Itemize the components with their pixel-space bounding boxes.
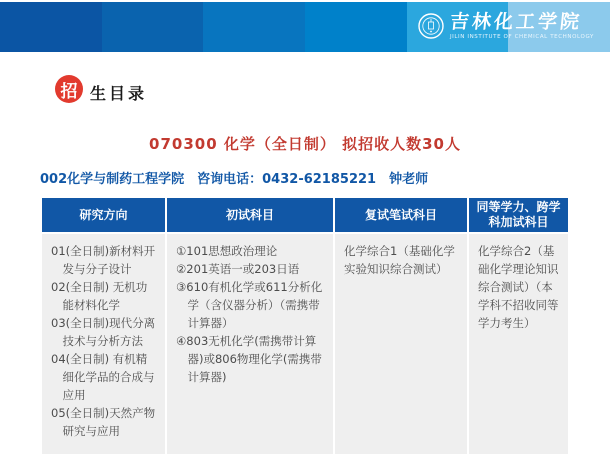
list-item: 02(全日制) 无机功能材料化学 [51, 280, 148, 312]
list-item: 03(全日制)现代分离技术与分析方法 [51, 316, 156, 348]
banner-segment [102, 2, 204, 52]
university-name-block [450, 11, 594, 40]
list-item: 05(全日制)天然产物研究与应用 [51, 406, 156, 438]
university-seal-icon [418, 13, 444, 39]
list-item: ③610有机化学或611分析化学（含仪器分析）（需携带计算器） [176, 280, 323, 330]
list-item: ①101思想政治理论 [176, 244, 278, 258]
cell-initial-subjects [167, 234, 333, 454]
university-logo [418, 11, 594, 40]
column-header-additional-exam: 同等学力、跨学科加试科目 [469, 198, 568, 232]
list-item: 化学综合1（基础化学实验知识综合测试） [344, 244, 455, 276]
column-header-retest-exam: 复试笔试科目 [335, 198, 467, 232]
program-title: 070300 化学（全日制） 拟招收人数30人 [149, 135, 461, 153]
department-contact-line: 002化学与制药工程学院 咨询电话：0432-62185221 钟老师 [40, 172, 429, 187]
list-item: 01(全日制)新材料开发与分子设计 [51, 244, 156, 276]
university-name-en: JILIN INSTITUTE OF CHEMICAL TECHNOLOGY [449, 34, 594, 40]
list-item: 化学综合2（基础化学理论知识综合测试）（本学科不招收同等学力考生） [478, 244, 559, 330]
banner-segment [0, 2, 102, 52]
admissions-table [42, 198, 568, 454]
column-header-research-direction: 研究方向 [42, 198, 165, 232]
list-item: ④803无机化学(需携带计算器)或806物理化学(需携带计算器) [176, 334, 322, 384]
section-heading-text: 生目录 [90, 84, 148, 103]
banner-segment [305, 2, 407, 52]
admissions-badge-icon: 招 [55, 75, 83, 103]
section-heading [55, 74, 610, 104]
cell-research-directions [42, 234, 165, 454]
banner-segment [203, 2, 305, 52]
header-banner [0, 2, 610, 52]
cell-additional-subjects [469, 234, 568, 454]
column-header-initial-exam: 初试科目 [167, 198, 333, 232]
university-name-cn: 吉林化工学院 [448, 11, 584, 33]
cell-retest-subjects [335, 234, 467, 454]
list-item: 04(全日制) 有机精细化学品的合成与应用 [51, 352, 155, 402]
list-item: ②201英语一或203日语 [176, 262, 300, 276]
